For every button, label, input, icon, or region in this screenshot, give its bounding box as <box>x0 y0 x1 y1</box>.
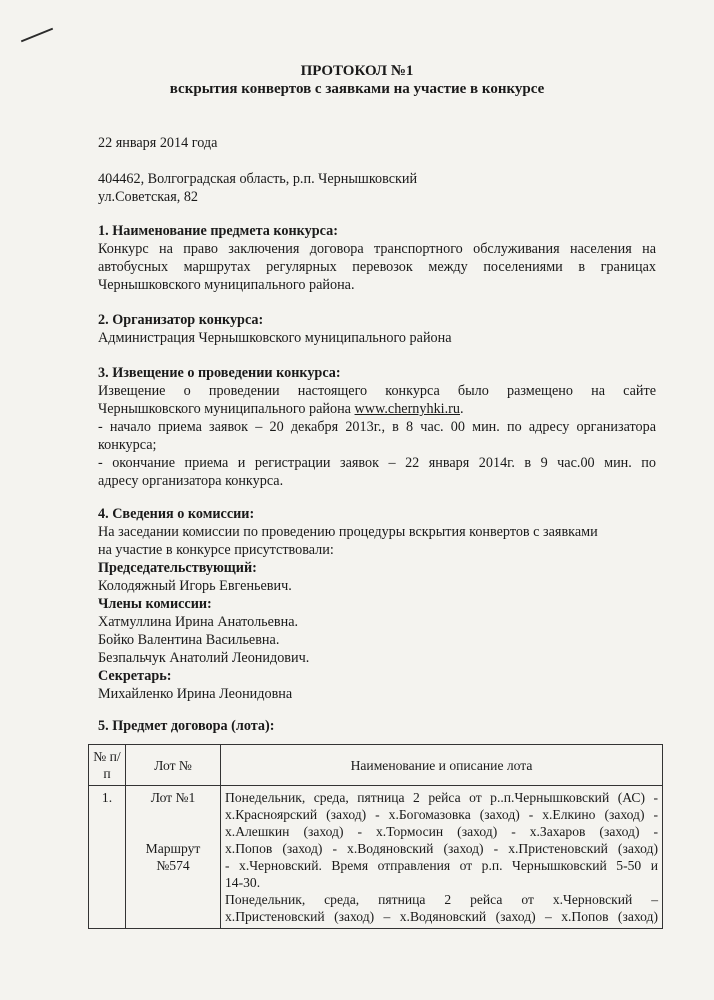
pen-mark <box>21 28 53 43</box>
section-3-line: адресу организатора конкурса. <box>98 473 284 489</box>
section-3-line <box>98 400 464 418</box>
section-3-line: Извещение о проведении настоящего конкурса было размещено на сайте <box>98 383 656 399</box>
section-2-heading: 2. Организатор конкурса: <box>98 312 264 328</box>
section-5-heading: 5. Предмет договора (лота): <box>98 718 275 734</box>
address-line-1: 404462, Волгоградская область, р.п. Чернышковский <box>98 171 418 187</box>
header-num: № п/п <box>89 745 126 786</box>
section-3-line: конкурса; <box>98 437 157 453</box>
row-lot <box>126 786 221 929</box>
table-row <box>89 786 663 929</box>
section-3-prefix: Чернышковского муниципального района <box>98 401 355 417</box>
description-line: Понедельник, среда, пятница 2 рейса от р..п.Чернышковский (АС) - <box>225 790 658 805</box>
address-line-2: ул.Советская, 82 <box>98 189 199 205</box>
website-link[interactable]: www.chernyhki.ru <box>354 401 460 417</box>
document-title: ПРОТОКОЛ №1 <box>300 63 414 79</box>
section-3-heading: 3. Извещение о проведении конкурса: <box>98 365 341 381</box>
route-label: Маршрут <box>145 841 201 856</box>
section-2-text: Администрация Чернышковского муниципального района <box>98 330 452 346</box>
secretary-name: Михайленко Ирина Леонидовна <box>98 686 293 702</box>
section-4-heading: 4. Сведения о комиссии: <box>98 506 255 522</box>
member-name: Безпальчук Анатолий Леонидович. <box>98 650 310 666</box>
section-4-line: на участие в конкурсе присутствовали: <box>98 542 334 558</box>
section-3-line: - начало приема заявок – 20 декабря 2013г., в 8 час. 00 мин. по адресу организатора <box>98 419 656 435</box>
table-header-row <box>89 745 663 786</box>
chair-label: Председательствующий: <box>98 560 257 576</box>
description-line: 14-30. <box>225 875 261 890</box>
route-number: №574 <box>156 858 190 873</box>
chair-name: Колодяжный Игорь Евгеньевич. <box>98 578 292 594</box>
protocol-date: 22 января 2014 года <box>98 135 218 151</box>
section-3-line: - окончание приема и регистрации заявок – 22 января 2014г. в 9 час.00 мин. по <box>98 455 656 471</box>
section-1-line: Чернышковского муниципального района. <box>98 277 355 293</box>
description-line: Понедельник, среда, пятница 2 рейса от х.Черновский – <box>225 892 658 907</box>
lot-number: Лот №1 <box>150 790 196 805</box>
description-line: - х.Черновский. Время отправления от р.п. Чернышковский 5-50 и <box>225 858 658 873</box>
description-line: х.Красноярский (заход) - х.Богомазовка (заход) - х.Елкино (заход) - <box>225 807 658 822</box>
document-subtitle: вскрытия конвертов с заявками на участие в конкурсе <box>169 81 545 97</box>
description-line: х.Алешкин (заход) - х.Тормосин (заход) - х.Захаров (заход) - <box>225 824 658 839</box>
member-name: Хатмуллина Ирина Анатольевна. <box>98 614 299 630</box>
secretary-label: Секретарь: <box>98 668 172 684</box>
section-1-line: Конкурс на право заключения договора транспортного обслуживания населения на <box>98 241 656 257</box>
row-num: 1. <box>89 786 126 929</box>
description-line: х.Попов (заход) - х.Водяновский (заход) - х.Пристеновский (заход) <box>225 841 658 856</box>
lots-table <box>88 744 663 929</box>
row-description <box>221 786 663 929</box>
header-lot: Лот № <box>126 745 221 786</box>
description-line: х.Пристеновский (заход) – х.Водяновский (заход) – х.Попов (заход) <box>225 909 658 924</box>
section-3-suffix: . <box>460 401 464 417</box>
section-4-line: На заседании комиссии по проведению процедуры вскрытия конвертов с заявками <box>98 524 598 540</box>
section-1-heading: 1. Наименование предмета конкурса: <box>98 223 338 239</box>
members-label: Члены комиссии: <box>98 596 212 612</box>
member-name: Бойко Валентина Васильевна. <box>98 632 280 648</box>
header-description: Наименование и описание лота <box>221 745 663 786</box>
section-1-line: автобусных маршрутах регулярных перевозок между поселениями в границах <box>98 259 656 275</box>
